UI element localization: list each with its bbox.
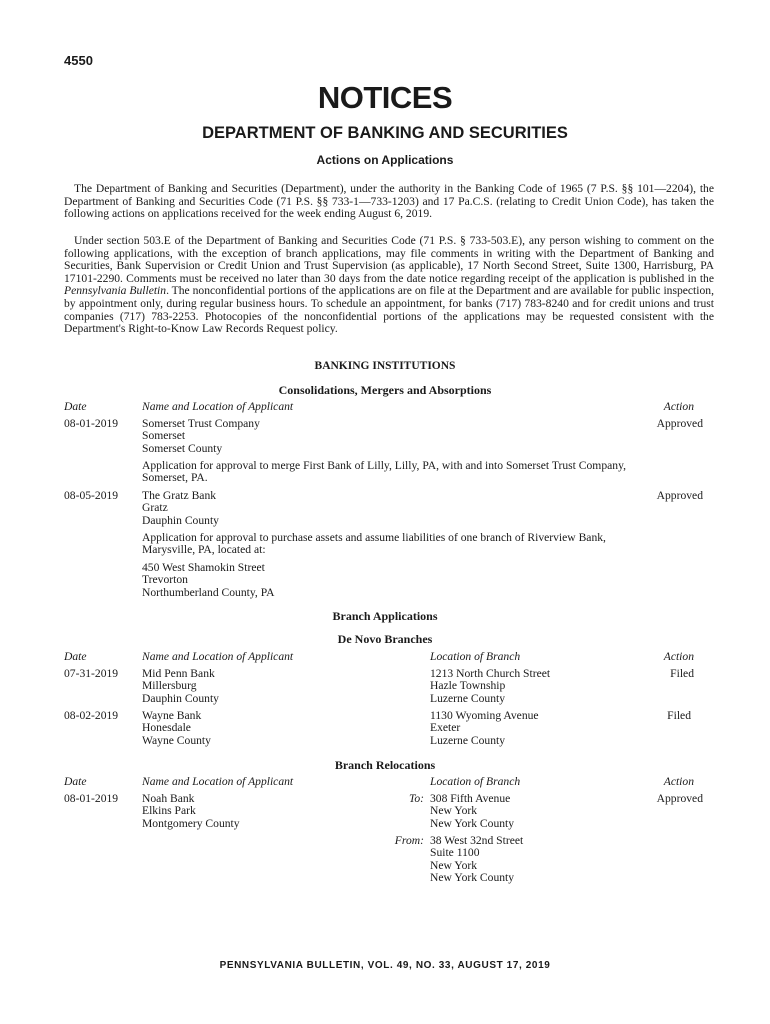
notices-title: NOTICES	[317, 80, 453, 115]
applicant-name-location: Somerset Trust Company Somerset Somerset County	[142, 417, 260, 455]
col-header-date: Date	[64, 775, 87, 788]
department-title: DEPARTMENT OF BANKING AND SECURITIES	[202, 124, 568, 142]
col-header-action: Action	[663, 400, 694, 413]
applicant-name-location: Noah Bank Elkins Park Montgomery County	[142, 792, 240, 830]
intro-paragraph-2	[64, 235, 714, 336]
branch-from-location: 38 West 32nd Street Suite 1100 New York New York County	[430, 834, 524, 885]
col-header-date: Date	[64, 650, 87, 663]
col-header-action: Action	[663, 775, 694, 788]
entry-action: Approved	[656, 417, 703, 430]
branch-location: 1213 North Church Street Hazle Township Luzerne County	[430, 667, 551, 705]
applicant-name-location: Wayne Bank Honesdale Wayne County	[142, 709, 211, 747]
col-header-name: Name and Location of Applicant	[142, 775, 294, 788]
col-header-name: Name and Location of Applicant	[142, 650, 294, 663]
intro-paragraph-1: The Department of Banking and Securities (Department), under the authority in the Banking Code of 1965 (7 P.S. §§ 101—2204), the Department of Banking and Securities Code (71 P.S. §§ 733-1—733-1203) and 17 Pa.C.S. (relating to Credit Union Code), has taken the following actions on applications received for the week ending August 6, 2019.	[64, 182, 714, 221]
entry-date: 08-02-2019	[64, 709, 119, 722]
branch-to-location: 308 Fifth Avenue New York New York County	[430, 792, 515, 830]
entry-action: Filed	[667, 709, 691, 722]
banking-institutions-heading: BANKING INSTITUTIONS	[314, 360, 456, 372]
to-label: To:	[408, 792, 424, 805]
col-header-name: Name and Location of Applicant	[142, 400, 294, 413]
de-novo-heading: De Novo Branches	[337, 632, 433, 646]
col-header-action: Action	[663, 650, 694, 663]
relocations-heading: Branch Relocations	[334, 758, 436, 772]
col-header-location: Location of Branch	[430, 650, 521, 663]
intro-paragraph-2-text-a: Under section 503.E of the Department of Banking and Securities Code (71 P.S. § 733-503.E), any person wishing to comment on the following applications, with the exception of branch applications, may file comments in writing with the Department of Banking and Securities, Bank Supervision or Credit Union and Trust Supervision (as applicable), 17 North Second Street, Suite 1300, Harrisburg, PA 17101-2290. Comments must be received no later than 30 days from the date notice regarding receipt of the application is published in the	[64, 234, 714, 285]
from-label: From:	[394, 834, 424, 847]
col-header-date: Date	[64, 400, 87, 413]
applicant-name-location: The Gratz Bank Gratz Dauphin County	[142, 489, 219, 527]
branch-applications-heading: Branch Applications	[332, 609, 438, 623]
section-subtitle: Actions on Applications	[316, 153, 454, 167]
entry-date: 07-31-2019	[64, 667, 119, 680]
intro-paragraph-2-text-b: . The nonconfidential portions of the applications are on file at the Department and are available for public inspection, by appointment only, during regular business hours. To schedule an appointment, for banks (717) 783-8240 and for credit unions and trust companies (717) 783-2253. Photocopies of the nonconfidential portions of the applications may be requested consistent with the Department's Right-to-Know Law Records Request policy.	[64, 284, 714, 336]
applicant-name-location: Mid Penn Bank Millersburg Dauphin County	[142, 667, 219, 705]
application-description: Application for approval to merge First Bank of Lilly, Lilly, PA, with and into Somerset Trust Company, Somerset, PA.	[142, 459, 627, 485]
entry-date: 08-01-2019	[64, 417, 119, 430]
page-number: 4550	[64, 53, 93, 68]
consolidations-heading: Consolidations, Mergers and Absorptions	[278, 383, 492, 397]
col-header-location: Location of Branch	[430, 775, 521, 788]
branch-address: 450 West Shamokin Street Trevorton Northumberland County, PA	[142, 561, 275, 599]
branch-location: 1130 Wyoming Avenue Exeter Luzerne County	[430, 709, 539, 747]
entry-action: Approved	[656, 489, 703, 502]
entry-date: 08-05-2019	[64, 489, 119, 502]
entry-action: Filed	[670, 667, 694, 680]
publication-name: Pennsylvania Bulletin	[64, 284, 167, 298]
entry-action: Approved	[656, 792, 703, 805]
page-footer: PENNSYLVANIA BULLETIN, VOL. 49, NO. 33, AUGUST 17, 2019	[219, 960, 551, 971]
application-description: Application for approval to purchase assets and assume liabilities of one branch of Riverview Bank, Marysville, PA, located at:	[142, 531, 606, 557]
entry-date: 08-01-2019	[64, 792, 119, 805]
